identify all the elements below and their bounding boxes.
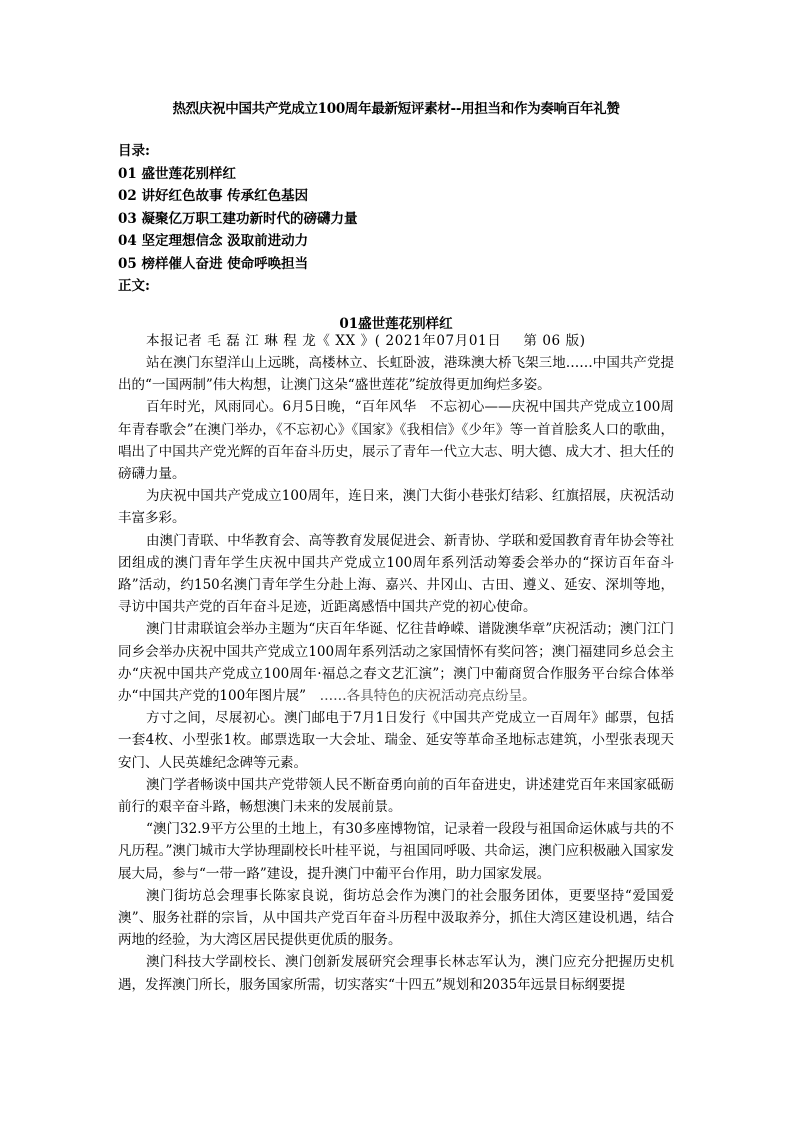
paragraph-text: 澳门甘肃联谊会举办主题为“庆百年华诞、忆往昔峥嵘、谱陇澳华章”庆祝活动；澳门江门同乡会举办庆祝中国共产党成立100周年系列活动之家国情怀有奖问答；澳门福建同乡总会主办“庆祝中国共产党成立100周年·福总之春文艺汇演”；澳门中葡商贸合作服务平台综合体举办“中国共产党的100年图片展” [118,621,674,705]
table-of-contents [118,140,674,298]
paragraph [118,618,674,707]
byline-author-date: 本报记者 毛 磊 江 琳 程 龙《 XX 》( 2021年07月01日 [146,333,502,349]
paragraph: 站在澳门东望洋山上远眺，高楼林立、长虹卧波，港珠澳大桥飞架三地……中国共产党提出的“一国两制”伟大构想，让澳门这朵“盛世莲花”绽放得更加绚烂多姿。 [118,355,674,394]
article-title: 01盛世莲花别样红 [339,316,453,332]
document-page [118,0,674,1123]
article-byline [146,330,586,352]
document-title: 热烈庆祝中国共产党成立100周年最新短评素材--用担当和作为奏响百年礼赞 [172,101,620,117]
paragraph: 由澳门青联、中华教育会、高等教育发展促进会、新青协、学联和爱国教育青年协会等社团组成的澳门青年学生庆祝中国共产党成立100周年系列活动筹委会举办的“探访百年奋斗路”活动，约150名澳门青年学生分赴上海、嘉兴、井冈山、古田、遵义、延安、深圳等地，寻访中国共产党的百年奋斗足迹，近距离感悟中国共产党的初心使命。 [118,532,674,616]
paragraph: “澳门32.9平方公里的土地上，有30多座博物馆，记录着一段段与祖国命运休戚与共的不凡历程。”澳门城市大学协理副校长叶桂平说，与祖国同呼吸、共命运，澳门应积极融入国家发展大局，参与“一带一路”建设，提升澳门中葡平台作用，助力国家发展。 [118,821,674,882]
body-heading: 正文: [118,278,150,294]
article-body [118,352,674,996]
paragraph: 澳门科技大学副校长、澳门创新发展研究会理事长林志军认为，澳门应充分把握历史机遇，发挥澳门所长，服务国家所需，切实落实“十四五”规划和2035年远景目标纲要提 [118,954,674,993]
toc-item-01: 01 盛世莲花别样红 [118,165,236,182]
paragraph: 澳门学者畅谈中国共产党带领人民不断奋勇向前的百年奋进史，讲述建党百年来国家砥砺前行的艰辛奋斗路，畅想澳门未来的发展前景。 [118,776,674,816]
paragraph-gray-tail: ……各具特色的庆祝活动亮点纷呈。 [306,688,536,705]
toc-heading: 目录: [118,143,150,159]
toc-item-04: 04 坚定理想信念 汲取前进动力 [118,233,309,249]
byline-page-ref: 第 06 版) [523,333,586,349]
paragraph: 方寸之间，尽展初心。澳门邮电于7月1日发行《中国共产党成立一百周年》邮票，包括一套4枚、小型张1枚。邮票选取一大会址、瑞金、延安等革命圣地标志建筑，小型张表现天安门、人民英雄纪念碑等元素。 [118,710,674,771]
toc-item-05: 05 榜样催人奋进 使命呼唤担当 [118,255,309,272]
paragraph: 百年时光，风雨同心。6月5日晚，“百年风华 不忘初心——庆祝中国共产党成立100周年青春歌会”在澳门举办，《不忘初心》《国家》《我相信》《少年》等一首首脍炙人口的歌曲，唱出了中国共产党光辉的百年奋斗历史，展示了青年一代立大志、明大德、成大才、担大任的磅礴力量。 [118,399,674,483]
paragraph: 为庆祝中国共产党成立100周年，连日来，澳门大街小巷张灯结彩、红旗招展，庆祝活动丰富多彩。 [118,488,674,527]
toc-item-03: 03 凝聚亿万职工建功新时代的磅礴力量 [118,210,358,227]
paragraph: 澳门街坊总会理事长陈家良说，街坊总会作为澳门的社会服务团体，更要坚持“爱国爱澳”、服务社群的宗旨，从中国共产党百年奋斗历程中汲取养分，抓住大湾区建设机遇，结合两地的经验，为大湾区居民提供更优质的服务。 [118,887,674,949]
toc-item-02: 02 讲好红色故事 传承红色基因 [118,188,309,204]
